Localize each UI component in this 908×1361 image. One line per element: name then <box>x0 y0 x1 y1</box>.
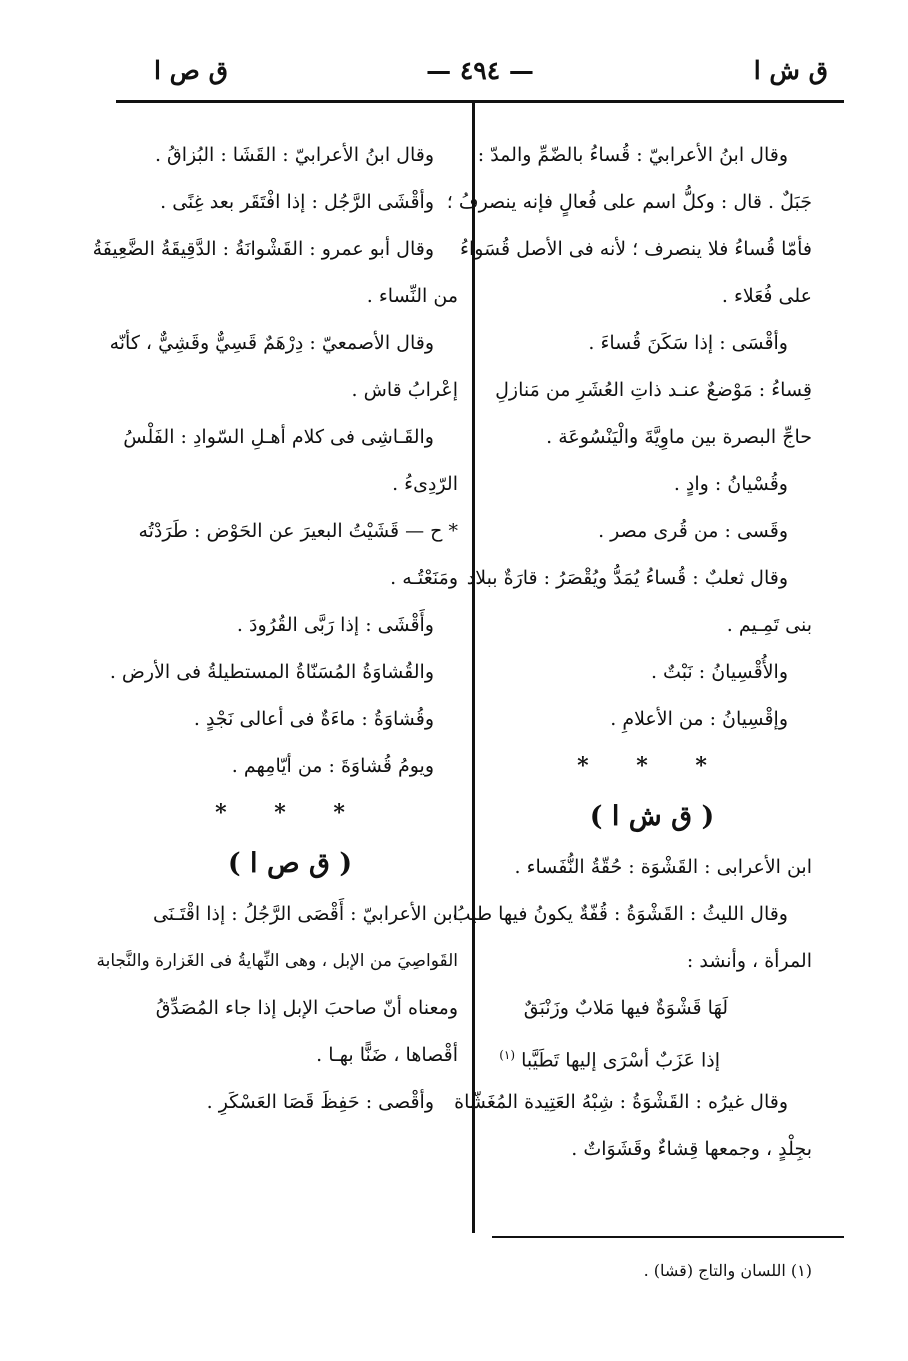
verse-line: لَهَا قَشْوَةٌ فيها مَلابٌ وزَنْبَقٌ <box>523 997 728 1019</box>
text-line: فأمّا قُساءُ فلا ينصرف ؛ لأنه فى الأصل قُسَواءُ <box>460 238 812 260</box>
verse-text: إذا عَزَبٌ أسْرَى إليها تَطَيَّبا <box>521 1049 720 1072</box>
text-line: وقال ابنُ الأعرابيّ : قُساءُ بالضّمِّ والمدّ : <box>477 144 788 166</box>
text-line: وأَقْشَى : إذا رَبَّى القُرُودَ . <box>236 614 434 636</box>
page-header <box>118 48 842 98</box>
text-line: على فُعَلاء . <box>721 285 812 307</box>
page-number: — ٤٩٤ — <box>426 56 534 85</box>
section-separator: * * * <box>215 800 365 826</box>
text-line: ويومُ قُشاوَةَ : من أيّامِهم . <box>231 755 434 777</box>
header-root-left: ق ص ا <box>154 56 228 85</box>
section-heading: ( ق ص ا ) <box>227 848 353 879</box>
text-line: وقُشاوَةُ : ماءَةٌ فى أعالى نَجْدٍ . <box>193 708 434 730</box>
text-line: وقال غيرُه : القَشْوَةُ : شِبْهُ العَتِيدة المُغَشّاة <box>454 1091 788 1113</box>
text-line: وأقْصى : حَفِظَ قَصَا العَسْكَرِ . <box>206 1091 434 1113</box>
text-line: جَبَلٌ . قال : وكلُّ اسم على فُعالٍ فإنه ينصرفُ ؛ <box>446 191 812 213</box>
text-line: أقْصاها ، ضَنًّا بهـا . <box>316 1044 458 1066</box>
text-line: وقال الأصمعيّ : دِرْهَمٌ قَسِيٌّ وقَشِيٌّ ، كأنّه <box>109 332 434 354</box>
text-line: ابن الأعرابى : القَشْوَة : حُقّةُ النُّفَساء . <box>514 856 812 878</box>
section-separator: * * * <box>577 753 727 779</box>
left-column <box>92 132 458 1126</box>
section-heading: ( ق ش ا ) <box>589 801 715 832</box>
text-line: وأقْسَى : إذا سَكَنَ قُساءَ . <box>588 332 788 354</box>
text-line: ومعناه أنّ صاحبَ الإبل إذا جاء المُصَدِّقُ <box>155 997 458 1019</box>
text-line: من النِّساء . <box>366 285 458 307</box>
text-line: * ح — قَشَيْتُ البعيرَ عن الحَوْض : طَرَدْتُه <box>138 520 458 542</box>
text-line: بنى تَمِـيم . <box>726 614 812 636</box>
text-line: قِساءُ : مَوْضعٌ عنـد ذاتِ العُشَرِ من مَنازلِ <box>495 379 812 401</box>
text-line: وقال أبو عمرو : القَشْوانَةُ : الدَّقِيقَةُ الضَّعِيفَةُ <box>92 238 434 260</box>
text-line: بجِلْدٍ ، وجمعها قِشاءٌ وقَشَوَاتٌ . <box>571 1138 812 1160</box>
text-line: المرأة ، وأنشد : <box>686 950 812 972</box>
text-line: وقَسى : من قُرى مصر . <box>598 520 788 542</box>
text-line: وقال الليثُ : القَشْوَةُ : قُفّةٌ يكونُ فيها طيبُ <box>452 903 788 925</box>
header-rule <box>116 100 844 103</box>
text-line: والقُشاوَةُ المُسَنّاةُ المستطيلةُ فى الأرض . <box>109 661 434 683</box>
text-line: والقَـاشِى فى كلام أهـلِ السّوادِ : الفَلْسُ <box>123 426 434 448</box>
footnote-marker: (١) <box>499 1048 516 1062</box>
header-root-right: ق ش ا <box>753 56 828 85</box>
text-line: والأُقْسِيانُ : نَبْتٌ . <box>650 661 788 683</box>
text-line: ومَنَعْتُـه . <box>390 567 458 589</box>
text-line: حاجِّ البصرة بين ماوِيَّةَ والْيَنْسُوعَة . <box>546 426 812 448</box>
text-line: القَواصِيَ من الإبل ، وهى النِّهايةُ فى الغَزارة والنَّجابة <box>96 951 458 971</box>
text-line: الرّدِىءُ . <box>392 473 458 495</box>
footnote-rule <box>492 1236 844 1238</box>
text-line: وقال ابنُ الأعرابيّ : القَشَا : البُزاقُ . <box>154 144 434 166</box>
footnote: (١) اللسان والتاج (قشا) . <box>643 1261 812 1280</box>
text-line: وقُسْيانُ : وادٍ . <box>673 473 788 495</box>
text-line: وأقْشَى الرَّجُل : إذا افْتَقَر بعد غِنًى . <box>160 191 434 213</box>
right-column <box>446 132 812 1173</box>
text-line: ابن الأعرابيّ : أَقْصَى الرَّجُلُ : إذا اقْتَـنَى <box>152 903 458 925</box>
text-line: إعْرابُ قاش . <box>351 379 458 401</box>
verse-line <box>492 1032 812 1079</box>
text-line: وقال ثعلبٌ : قُساءُ يُمَدُّ ويُقْصَرُ : قارَةٌ ببلاد <box>466 567 788 589</box>
text-line: وإقْسِيانُ : من الأعلامِ . <box>610 708 788 730</box>
